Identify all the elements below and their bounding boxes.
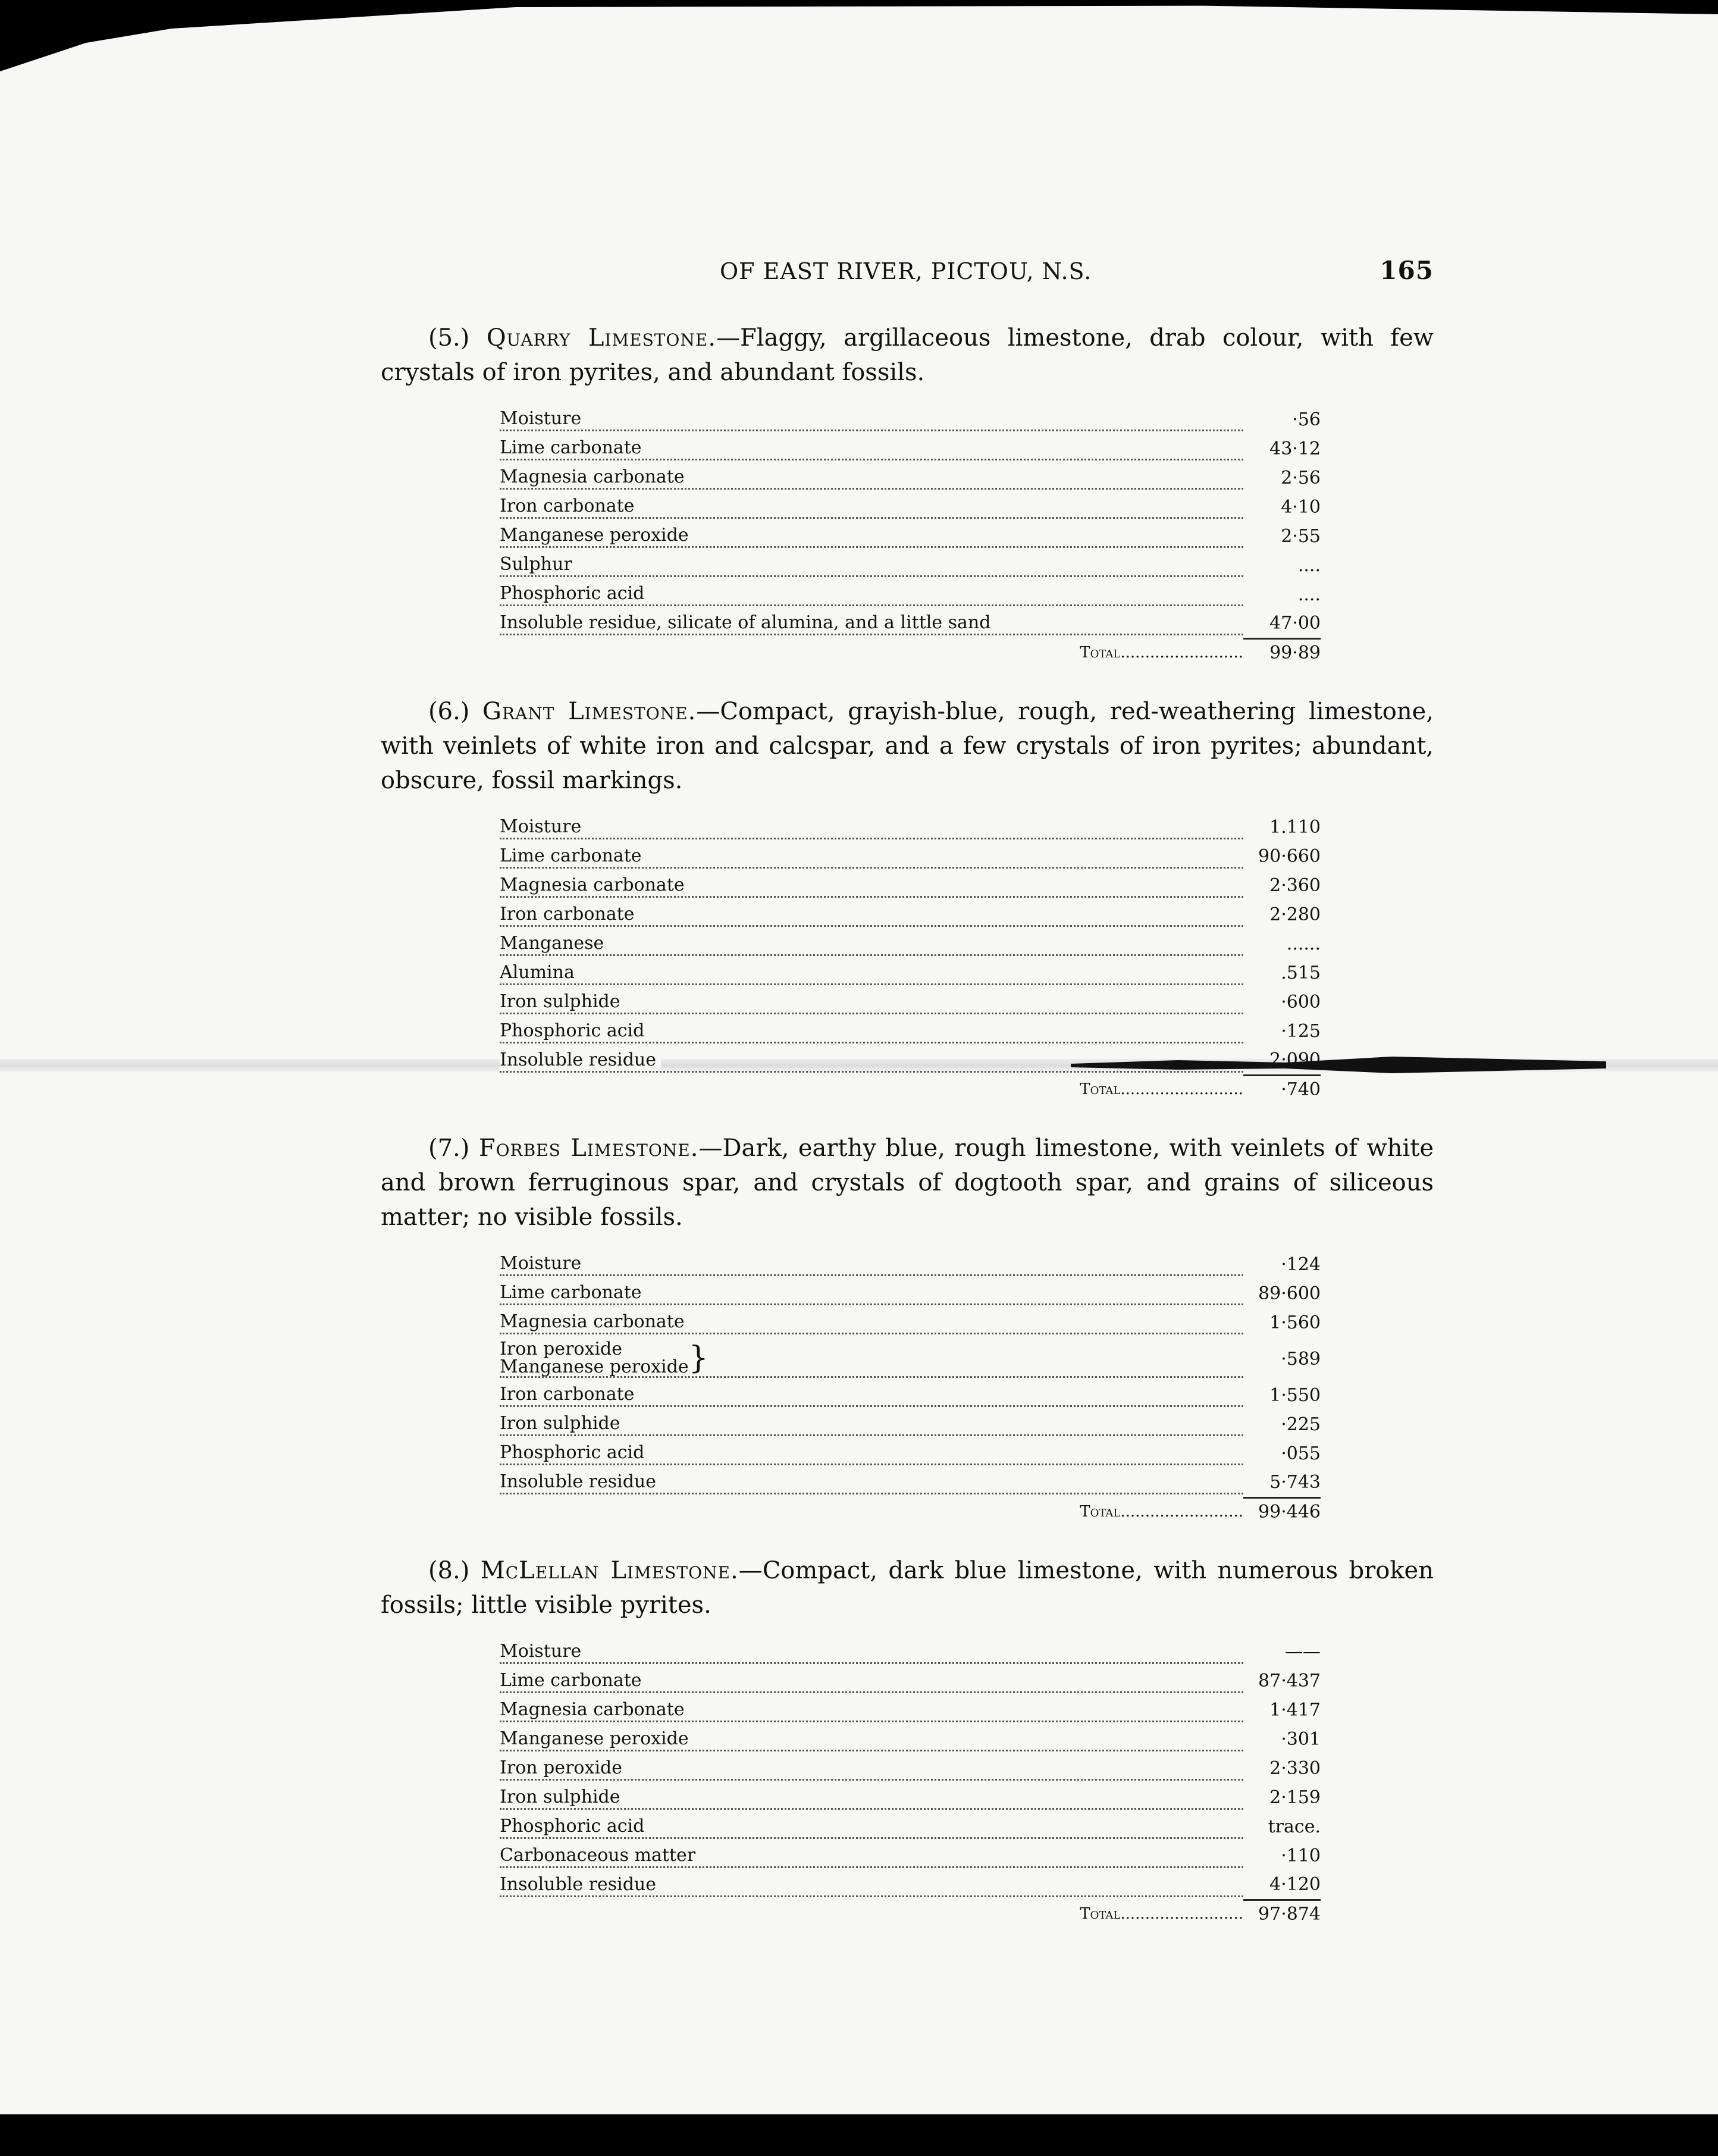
component-cell [500, 988, 1243, 1017]
component-cell [500, 1468, 1243, 1497]
component-cell [500, 1638, 1243, 1667]
leader-dots [500, 1699, 1243, 1722]
component-value: 43·12 [1269, 438, 1321, 459]
analysis-row [500, 1754, 1321, 1784]
component-value: 5·743 [1269, 1471, 1321, 1493]
component-value: 4·10 [1281, 496, 1321, 518]
total-label: Total......................... [1080, 643, 1243, 662]
component-value: 47·00 [1269, 612, 1321, 634]
analysis-row [500, 1439, 1321, 1468]
leader-dots [500, 1670, 1243, 1693]
leader-dots [500, 437, 1243, 460]
component-label: Magnesia carbonate [500, 1699, 689, 1721]
component-label: Phosphoric acid [500, 583, 649, 604]
analysis-row [500, 1381, 1321, 1410]
component-label [500, 1340, 713, 1376]
component-cell [500, 1439, 1243, 1468]
component-value: ·110 [1281, 1845, 1321, 1866]
component-label: Moisture [500, 408, 586, 430]
section-text: —Compact, dark blue limestone, with numerous broken fossils; little visible pyrites. [381, 1556, 1434, 1619]
section-number: (5.) [428, 324, 487, 352]
section-description [381, 694, 1434, 798]
leader-dots [500, 1413, 1243, 1436]
component-label: Phosphoric acid [500, 1020, 649, 1042]
total-row [500, 1497, 1321, 1526]
analysis-row [500, 580, 1321, 609]
component-label: Iron sulphide [500, 991, 625, 1013]
analysis-row [500, 434, 1321, 463]
analysis-table [500, 1250, 1321, 1526]
component-label: Iron sulphide [500, 1787, 625, 1808]
analysis-row [500, 813, 1321, 842]
section-title: Quarry Limestone. [486, 324, 717, 352]
component-value: 2·090 [1269, 1049, 1321, 1071]
component-value: 2·280 [1269, 904, 1321, 925]
leader-dots [500, 554, 1243, 577]
total-label: Total......................... [1080, 1905, 1243, 1923]
component-value: ...... [1286, 933, 1321, 954]
analysis-row [500, 522, 1321, 551]
leader-dots [500, 933, 1243, 956]
component-value: 1.110 [1269, 817, 1321, 838]
component-cell [500, 1046, 1243, 1076]
analysis-table [500, 813, 1321, 1104]
component-cell [500, 1784, 1243, 1813]
component-label: Lime carbonate [500, 1282, 647, 1303]
component-value: ·225 [1281, 1414, 1321, 1435]
component-cell [500, 580, 1243, 609]
component-value: 2·56 [1281, 467, 1321, 488]
leader-dots [500, 1787, 1243, 1810]
component-cell [500, 493, 1243, 522]
component-cell [500, 434, 1243, 463]
component-value: 1·417 [1269, 1700, 1321, 1721]
running-header [720, 256, 1434, 285]
analysis-row [500, 1017, 1321, 1046]
section-number: (6.) [428, 697, 483, 725]
total-row [500, 1076, 1321, 1104]
analysis-row [500, 1696, 1321, 1725]
component-label: Magnesia carbonate [500, 1311, 689, 1333]
component-label: Iron peroxide [500, 1757, 627, 1779]
analysis-table [500, 1638, 1321, 1929]
component-value: 90·660 [1258, 846, 1321, 867]
component-label: Magnesia carbonate [500, 466, 689, 488]
component-cell [500, 1754, 1243, 1784]
component-value: trace. [1268, 1816, 1321, 1837]
component-value: 87·437 [1258, 1671, 1321, 1691]
component-label: Iron sulphide [500, 1413, 625, 1434]
leader-dots [500, 1282, 1243, 1305]
leader-dots [500, 612, 1243, 635]
analysis-row [500, 493, 1321, 522]
section-number: (7.) [428, 1135, 479, 1162]
leader-dots [500, 1816, 1243, 1839]
component-cell [500, 872, 1243, 901]
analysis-row [500, 901, 1321, 930]
component-value: ·301 [1281, 1729, 1321, 1750]
component-value: 1·550 [1269, 1384, 1321, 1406]
total-label: Total......................... [1080, 1080, 1243, 1099]
component-cell [500, 1725, 1243, 1754]
leader-dots [500, 845, 1243, 869]
limestone-section [381, 1131, 1434, 1526]
component-value: .... [1297, 584, 1321, 605]
limestone-section [381, 1553, 1434, 1929]
section-number: (8.) [428, 1556, 481, 1584]
leader-dots [500, 1845, 1243, 1868]
component-label: Manganese peroxide [500, 525, 694, 546]
section-text: —Dark, earthy blue, rough limestone, with veinlets of white and brown ferruginous spar, and crystals of dogtooth spar, and grains of siliceous matter; no visible fossils. [381, 1135, 1434, 1231]
leader-dots [500, 1728, 1243, 1751]
analysis-row [500, 959, 1321, 988]
component-cell [500, 1337, 1243, 1381]
component-cell [500, 551, 1243, 580]
component-value: ·125 [1281, 1021, 1321, 1042]
component-label: Moisture [500, 816, 586, 838]
leader-dots [500, 525, 1243, 548]
total-value: 99·446 [1243, 1497, 1321, 1526]
component-cell [500, 609, 1243, 638]
total-label: Total......................... [1080, 1502, 1243, 1521]
section-title: McLellan Limestone. [480, 1556, 739, 1584]
section-title: Forbes Limestone. [478, 1135, 699, 1162]
total-value: ·740 [1243, 1076, 1321, 1104]
limestone-section [381, 694, 1434, 1104]
leader-dots [500, 466, 1243, 490]
leader-dots [500, 1049, 1243, 1073]
total-row [500, 1900, 1321, 1929]
component-cell [500, 901, 1243, 930]
analysis-row [500, 1813, 1321, 1842]
leader-dots [500, 408, 1243, 431]
component-cell [500, 1696, 1243, 1725]
leader-dots [500, 1757, 1243, 1781]
component-label: Sulphur [500, 554, 577, 575]
section-description [381, 1131, 1434, 1234]
analysis-row [500, 405, 1321, 434]
component-label: Iron carbonate [500, 904, 639, 925]
component-cell [500, 522, 1243, 551]
analysis-row [500, 1638, 1321, 1667]
component-value: 2·55 [1281, 525, 1321, 547]
total-value: 97·874 [1243, 1900, 1321, 1929]
total-row [500, 638, 1321, 667]
component-value: .515 [1281, 963, 1321, 983]
component-label: Iron carbonate [500, 1384, 639, 1405]
analysis-sections [381, 321, 1434, 1928]
component-value: —— [1285, 1641, 1321, 1662]
analysis-row [500, 1046, 1321, 1076]
page-number: 165 [1380, 256, 1434, 285]
leader-dots [500, 904, 1243, 927]
component-cell [500, 813, 1243, 842]
component-cell [500, 1842, 1243, 1871]
component-value: 2·360 [1269, 875, 1321, 896]
analysis-row [500, 842, 1321, 872]
component-label: Insoluble residue [500, 1874, 661, 1895]
component-value: 1·560 [1269, 1312, 1321, 1333]
component-value: 2·159 [1269, 1787, 1321, 1808]
component-label: Iron carbonate [500, 496, 639, 517]
brace-glyph: } [688, 1340, 708, 1376]
component-value: ·56 [1292, 409, 1321, 430]
component-label: Lime carbonate [500, 1670, 647, 1691]
component-label: Phosphoric acid [500, 1442, 649, 1464]
leader-dots [500, 962, 1243, 985]
component-label: Magnesia carbonate [500, 875, 689, 896]
leader-dots [500, 1340, 1243, 1378]
leader-dots [500, 991, 1243, 1014]
component-label-b: Manganese peroxide [500, 1356, 689, 1377]
analysis-row [500, 988, 1321, 1017]
component-label: Moisture [500, 1253, 586, 1274]
component-value: ·600 [1281, 992, 1321, 1013]
component-label-group [500, 1340, 689, 1376]
section-title: Grant Limestone. [482, 697, 697, 725]
analysis-row [500, 1468, 1321, 1497]
section-text: —Flaggy, argillaceous limestone, drab colour, with few crystals of iron pyrites, and abundant fossils. [381, 324, 1434, 386]
leader-dots [500, 1874, 1243, 1897]
component-cell [500, 1813, 1243, 1842]
component-value: 4·120 [1269, 1874, 1321, 1895]
component-cell [500, 1410, 1243, 1439]
component-cell [500, 1250, 1243, 1279]
leader-dots [500, 1253, 1243, 1276]
analysis-row [500, 1784, 1321, 1813]
component-label: Lime carbonate [500, 845, 647, 867]
component-cell [500, 1017, 1243, 1046]
bottom-edge [0, 2114, 1718, 2156]
component-label: Carbonaceous matter [500, 1845, 700, 1866]
torn-top-edge [0, 0, 1718, 71]
analysis-row [500, 1250, 1321, 1279]
component-label: Insoluble residue, silicate of alumina, and a little sand [500, 612, 995, 634]
component-label: Moisture [500, 1641, 586, 1662]
component-cell [500, 1381, 1243, 1410]
analysis-row [500, 1279, 1321, 1308]
component-cell [500, 959, 1243, 988]
component-label: Manganese [500, 933, 609, 954]
component-label: Lime carbonate [500, 437, 647, 459]
component-label: Alumina [500, 962, 579, 983]
section-description [381, 321, 1434, 390]
leader-dots [500, 1020, 1243, 1043]
component-label: Phosphoric acid [500, 1816, 649, 1837]
total-value: 99·89 [1243, 638, 1321, 667]
analysis-row [500, 463, 1321, 493]
leader-dots [500, 1471, 1243, 1494]
analysis-row [500, 551, 1321, 580]
leader-dots [500, 583, 1243, 606]
component-cell [500, 930, 1243, 959]
component-cell [500, 842, 1243, 872]
component-cell [500, 1667, 1243, 1696]
component-value: ·124 [1281, 1254, 1321, 1275]
section-text: —Compact, grayish-blue, rough, red-weathering limestone, with veinlets of white iron and calcspar, and a few crystals of iron pyrites; abundant, obscure, fossil markings. [381, 697, 1434, 794]
leader-dots [500, 875, 1243, 898]
component-label: Insoluble residue [500, 1049, 661, 1071]
leader-dots [500, 496, 1243, 519]
component-value: 2·330 [1269, 1758, 1321, 1779]
running-title: OF EAST RIVER, PICTOU, N.S. [720, 258, 1092, 284]
component-label-a: Iron peroxide [500, 1339, 622, 1359]
analysis-row [500, 609, 1321, 638]
component-value: ·055 [1281, 1443, 1321, 1464]
component-cell [500, 1308, 1243, 1337]
leader-dots [500, 816, 1243, 839]
component-cell [500, 1871, 1243, 1900]
component-value: .... [1297, 554, 1321, 576]
analysis-row [500, 1667, 1321, 1696]
page-content [381, 256, 1434, 1956]
leader-dots [500, 1641, 1243, 1664]
analysis-row [500, 872, 1321, 901]
component-cell [500, 463, 1243, 493]
section-description [381, 1553, 1434, 1622]
analysis-row [500, 1308, 1321, 1337]
analysis-row [500, 1842, 1321, 1871]
leader-dots [500, 1311, 1243, 1334]
component-value: 89·600 [1258, 1283, 1321, 1304]
analysis-row [500, 1725, 1321, 1754]
analysis-table [500, 405, 1321, 667]
component-cell [500, 405, 1243, 434]
leader-dots [500, 1384, 1243, 1407]
component-label: Insoluble residue [500, 1471, 661, 1493]
leader-dots [500, 1442, 1243, 1465]
component-cell [500, 1279, 1243, 1308]
component-value: ·589 [1281, 1348, 1321, 1370]
analysis-row [500, 1337, 1321, 1381]
analysis-row [500, 1871, 1321, 1900]
analysis-row [500, 930, 1321, 959]
component-label: Manganese peroxide [500, 1728, 694, 1750]
analysis-row [500, 1410, 1321, 1439]
limestone-section [381, 321, 1434, 667]
